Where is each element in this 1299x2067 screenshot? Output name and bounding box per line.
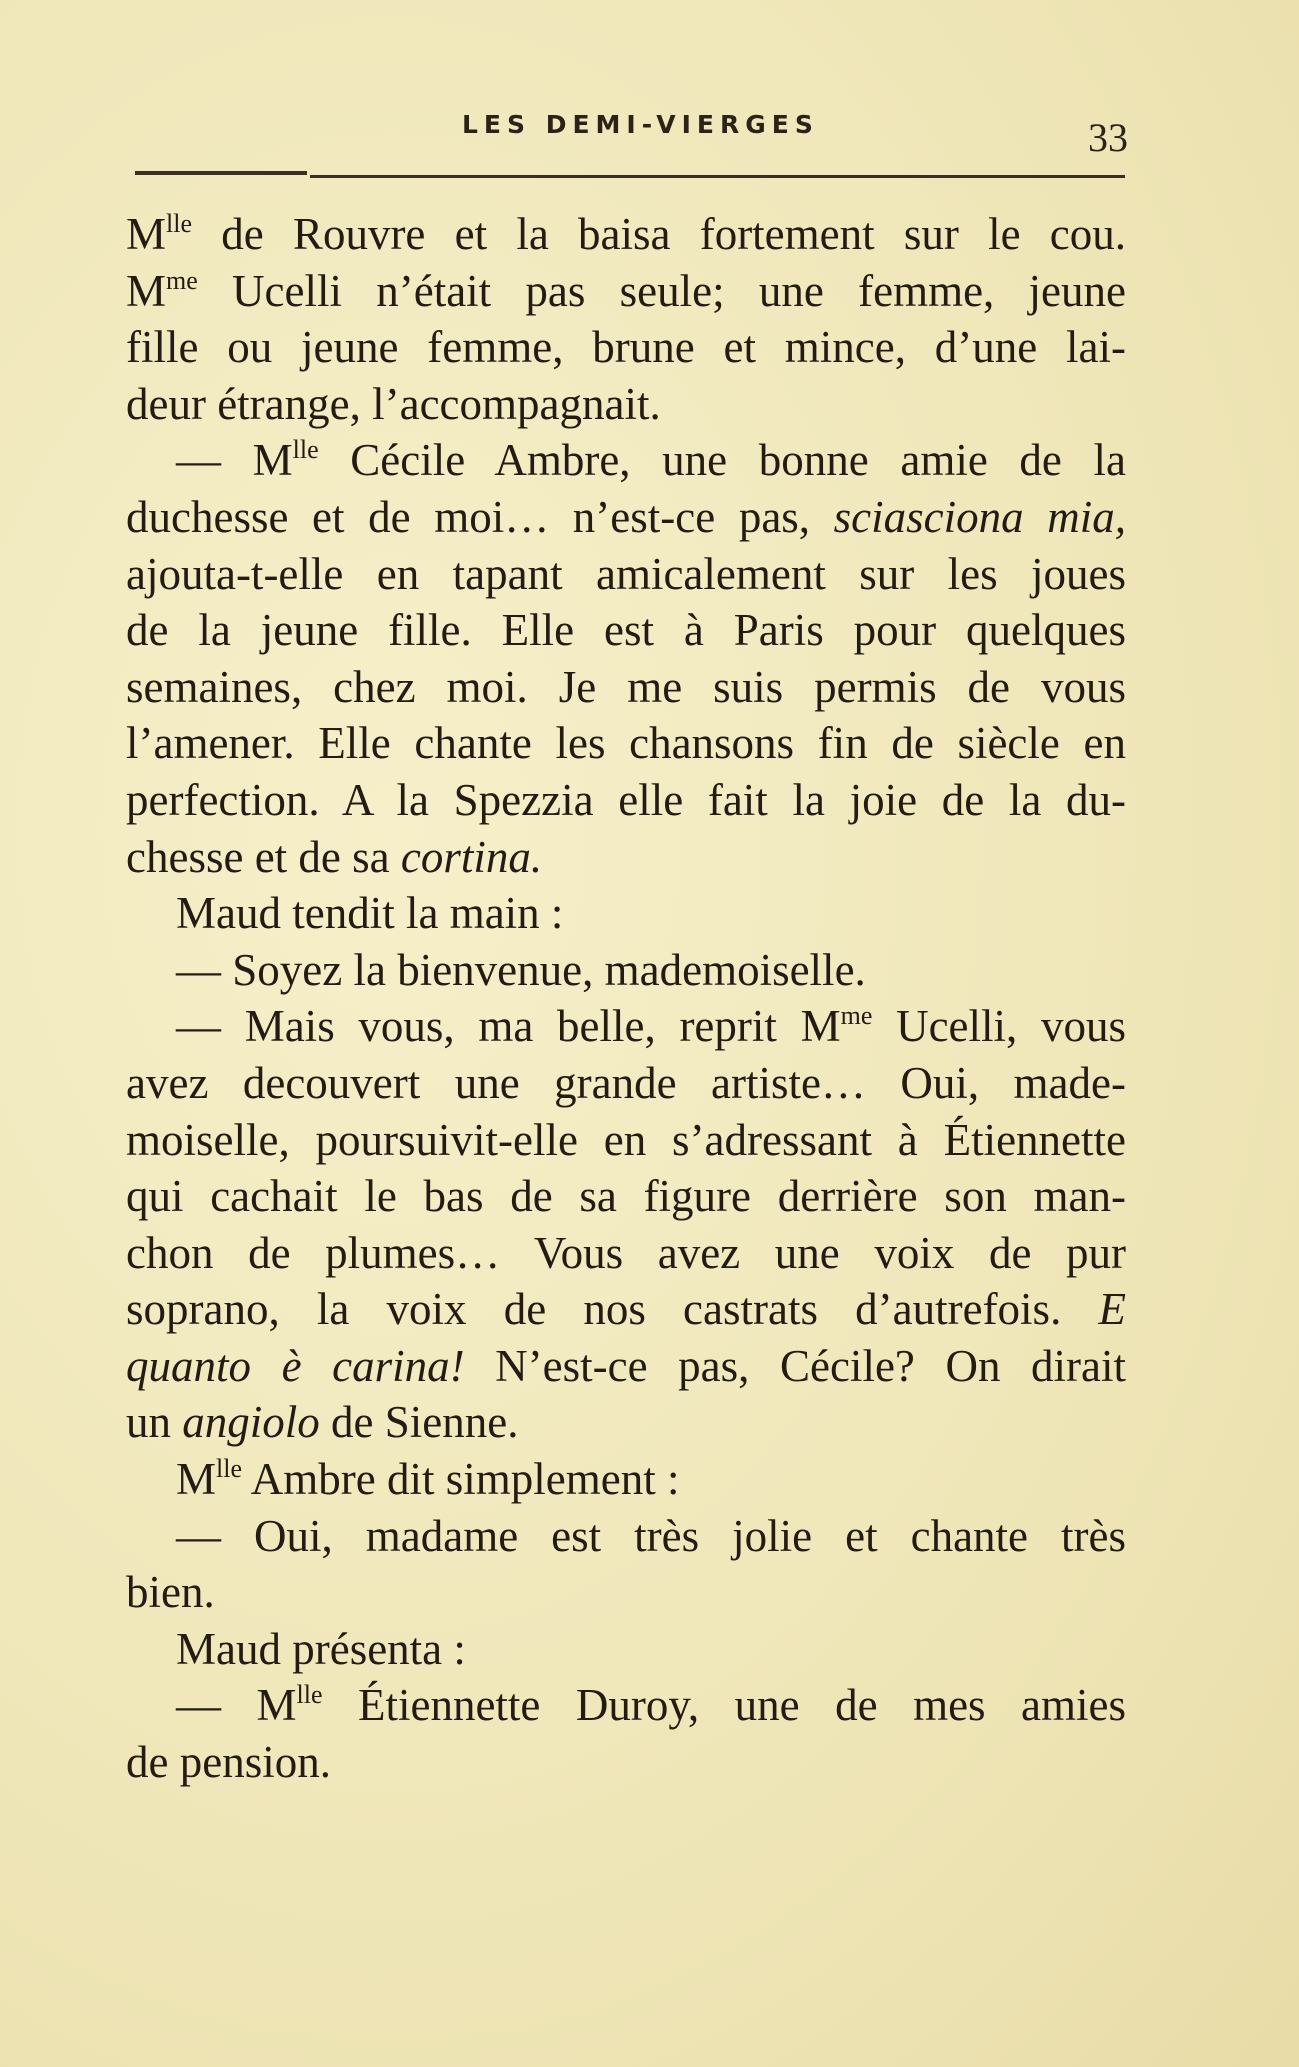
- text-line: [126, 1564, 1126, 1621]
- text-run: un: [126, 1397, 183, 1448]
- text-run: chesse et de sa: [126, 831, 401, 882]
- text-line: [126, 715, 1126, 772]
- text-run: Ucelli, vous: [872, 1001, 1126, 1052]
- text-line: [126, 772, 1126, 829]
- text-line: [126, 1677, 1126, 1734]
- text-run: — Mais vous, ma belle, reprit M: [176, 1001, 841, 1052]
- text-run: deur étrange, l’accompagnait.: [126, 378, 661, 429]
- superscript: lle: [166, 209, 193, 238]
- text-run: Ambre dit simplement :: [242, 1454, 680, 1505]
- text-line: [126, 1112, 1126, 1169]
- text-line: [126, 1338, 1126, 1395]
- text-line: [126, 829, 1126, 886]
- text-line: [126, 998, 1126, 1055]
- italic-text: cortina.: [400, 831, 543, 882]
- text-line: [126, 659, 1126, 716]
- text-run: moiselle, poursuivit-elle en s’adressant à Étiennette: [126, 1114, 1126, 1165]
- text-line: [126, 432, 1126, 489]
- text-run: Cécile Ambre, une bonne amie de la: [318, 435, 1126, 486]
- text-run: perfection. A la Spezzia elle fait la joie de la du-: [126, 774, 1126, 825]
- running-title: LES DEMI-VIERGES: [462, 110, 819, 139]
- superscript: lle: [292, 435, 319, 465]
- header-rule-left: [135, 171, 307, 175]
- text-run: de la jeune fille. Elle est à Paris pour quelques: [126, 605, 1126, 656]
- text-line: [126, 1508, 1126, 1565]
- text-line: [126, 942, 1126, 999]
- text-line: [126, 546, 1126, 603]
- text-run: de Sienne.: [319, 1397, 519, 1448]
- text-run: — M: [176, 435, 293, 486]
- text-run: de Rouvre et la baisa fortement sur le cou.: [192, 209, 1126, 259]
- italic-text: angiolo: [182, 1397, 320, 1448]
- text-run: N’est-ce pas, Cécile? On dirait: [464, 1340, 1127, 1391]
- text-line: [126, 1394, 1126, 1451]
- text-run: l’amener. Elle chante les chansons fin de siècle en: [126, 718, 1126, 769]
- text-line: [126, 1225, 1126, 1282]
- text-line: [126, 1621, 1126, 1678]
- body-text: [126, 206, 1126, 1791]
- text-run: — Oui, madame est très jolie et chante très: [176, 1510, 1126, 1561]
- superscript: lle: [216, 1454, 243, 1484]
- text-run: M: [126, 209, 167, 259]
- text-line: [126, 1055, 1126, 1112]
- text-run: de pension.: [126, 1737, 331, 1788]
- text-line: [126, 1168, 1126, 1225]
- page-number: 33: [1088, 115, 1128, 160]
- text-run: qui cachait le bas de sa figure derrière son man-: [126, 1171, 1126, 1222]
- text-run: ajouta-t-elle en tapant amicalement sur les joues: [126, 548, 1126, 599]
- text-run: — M: [176, 1680, 297, 1731]
- text-line: [126, 602, 1126, 659]
- text-run: M: [176, 1454, 217, 1505]
- text-run: bien.: [126, 1567, 215, 1618]
- italic-text: E: [1098, 1284, 1126, 1335]
- text-line: [126, 1734, 1126, 1791]
- text-run: fille ou jeune femme, brune et mince, d’une lai-: [126, 322, 1126, 373]
- text-line: [126, 1451, 1126, 1508]
- text-line: [126, 319, 1126, 376]
- text-run: — Soyez la bienvenue, mademoiselle.: [176, 944, 866, 995]
- text-line: [126, 376, 1126, 433]
- text-run: Maud tendit la main :: [176, 888, 564, 939]
- text-line: [126, 206, 1126, 263]
- text-line: [126, 1281, 1126, 1338]
- text-line: [126, 263, 1126, 320]
- text-run: duchesse et de moi… n’est-ce pas,: [126, 491, 834, 542]
- italic-text: sciasciona mia,: [833, 491, 1126, 542]
- text-run: Ucelli n’était pas seule; une femme, jeune: [197, 265, 1126, 316]
- text-run: chon de plumes… Vous avez une voix de pur: [126, 1227, 1126, 1278]
- text-run: soprano, la voix de nos castrats d’autrefois.: [126, 1284, 1099, 1335]
- superscript: lle: [296, 1680, 323, 1710]
- text-run: M: [126, 265, 167, 316]
- text-line: [126, 489, 1126, 546]
- text-run: Maud présenta :: [176, 1623, 466, 1674]
- text-run: Étiennette Duroy, une de mes amies: [322, 1680, 1127, 1731]
- text-run: avez decouvert une grande artiste… Oui, made-: [126, 1057, 1126, 1108]
- italic-text: quanto è carina!: [126, 1340, 465, 1391]
- superscript: me: [840, 1001, 873, 1031]
- header-rule-right: [310, 175, 1125, 178]
- superscript: me: [166, 265, 198, 295]
- text-line: [126, 885, 1126, 942]
- text-run: semaines, chez moi. Je me suis permis de vous: [126, 661, 1126, 712]
